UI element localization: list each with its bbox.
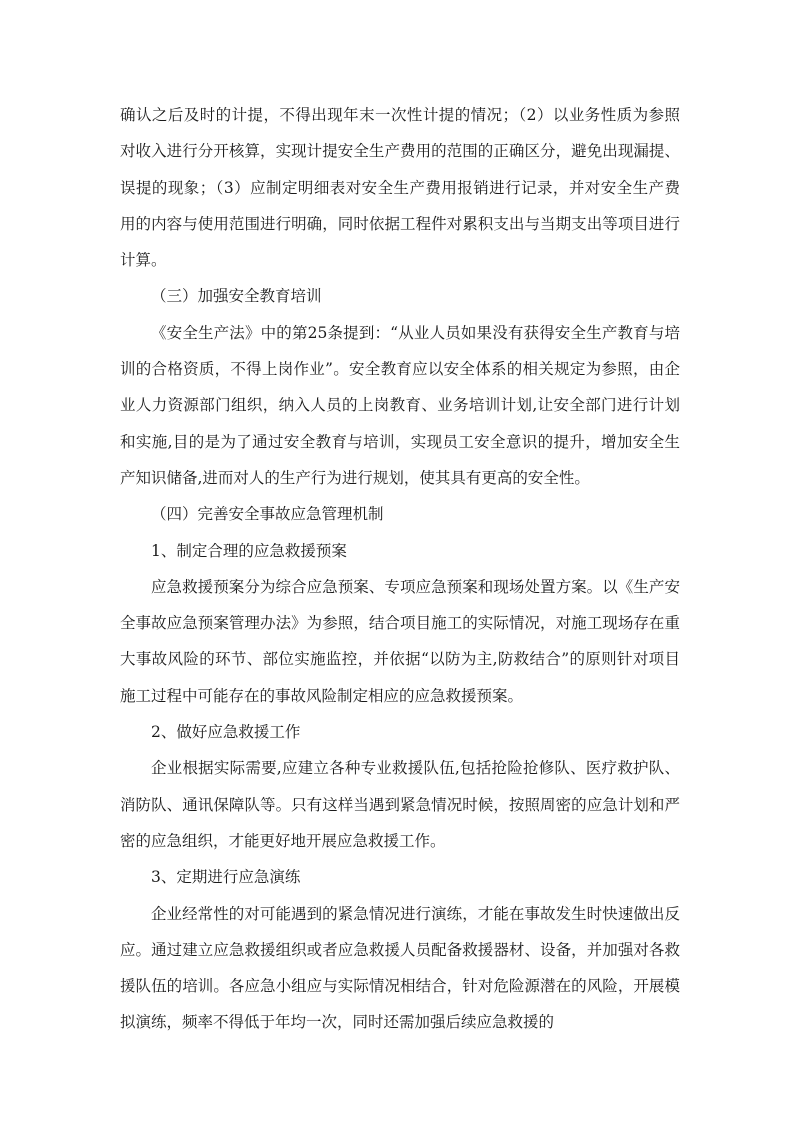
- subheading-2: 2、做好应急救援工作: [151, 723, 301, 742]
- paragraph-safety-training: 《安全生产法》中的第25条提到：“从业人员如果没有获得安全生产教育与培训的合格资质，不得上岗作业”。安全教育应以安全体系的相关规定为参照，由企业人力资源部门组织，纳入人员的上岗教育、业务培训计划,让安全部门进行计划和实施,目的是为了通过安全教育与培训，实现员工安全意识的提升，增加安全生产知识储备,进而对人的生产行为进行规划，使其具有更高的安全性。: [120, 323, 680, 487]
- document-body: [120, 97, 680, 1041]
- paragraph-continuation: 确认之后及时的计提，不得出现年末一次性计提的情况；（2）以业务性质为参照对收入进行分开核算，实现计提安全生产费用的范围的正确区分，避免出现漏提、误提的现象；（3）应制定明细表对安全生产费用报销进行记录，并对安全生产费用的内容与使用范围进行明确，同时依据工程件对累积支出与当期支出等项目进行计算。: [120, 106, 680, 270]
- section-heading-4: （四）完善安全事故应急管理机制: [151, 505, 384, 524]
- paragraph-drills: 企业经常性的对可能遇到的紧急情况进行演练，才能在事故发生时快速做出反应。通过建立应急救援组织或者应急救援人员配备救援器材、设备，并加强对各救援队伍的培训。各应急小组应与实际情况相结合，针对危险源潜在的风险，开展模拟演练，频率不得低于年均一次，同时还需加强后续应急救援的: [120, 904, 680, 1032]
- subheading-3: 3、定期进行应急演练: [151, 868, 301, 887]
- subheading-1: 1、制定合理的应急救援预案: [151, 541, 347, 560]
- paragraph-rescue-work: 企业根据实际需要,应建立各种专业救援队伍,包括抢险抢修队、医疗救护队、消防队、通讯保障队等。只有这样当遇到紧急情况时候，按照周密的应急计划和严密的应急组织，才能更好地开展应急救援工作。: [120, 759, 680, 850]
- section-heading-3: （三）加强安全教育培训: [151, 287, 322, 306]
- paragraph-emergency-plan: 应急救援预案分为综合应急预案、专项应急预案和现场处置方案。以《生产安全事故应急预案管理办法》为参照，结合项目施工的实际情况，对施工现场存在重大事故风险的环节、部位实施监控，并依据“以防为主,防救结合”的原则针对项目施工过程中可能存在的事故风险制定相应的应急救援预案。: [120, 577, 680, 705]
